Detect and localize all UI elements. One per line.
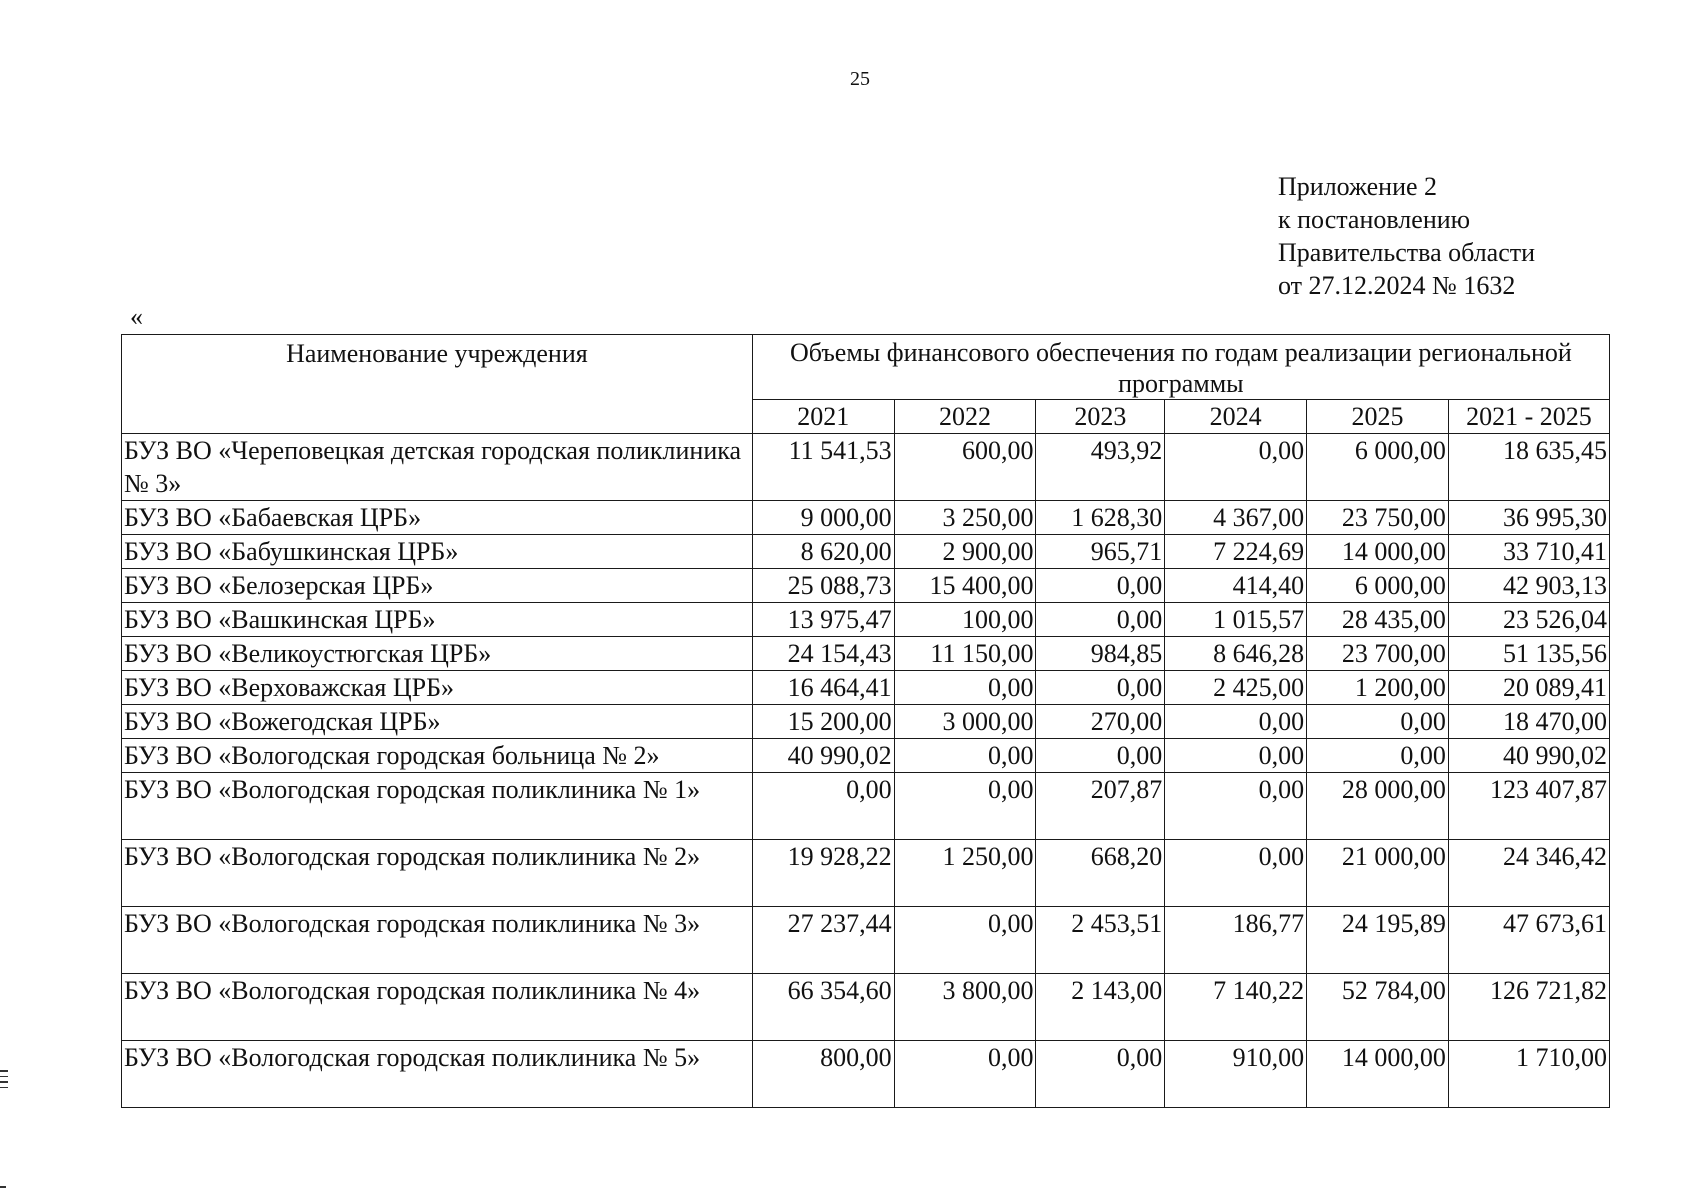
value-2023: 207,87 [1036,773,1165,840]
value-2024: 7 224,69 [1165,535,1307,569]
year-header-2025: 2025 [1307,400,1449,434]
table-row [122,773,1610,840]
value-2021: 9 000,00 [752,501,894,535]
appendix-line-2: к постановлению [1278,205,1471,234]
table-row [122,569,1610,603]
year-header-2022: 2022 [894,400,1036,434]
table-row [122,434,1610,501]
year-header-2021: 2021 [752,400,894,434]
value-2022: 2 900,00 [894,535,1036,569]
table-row [122,637,1610,671]
value-2024: 2 425,00 [1165,671,1307,705]
value-2025: 28 000,00 [1307,773,1449,840]
value-2024: 7 140,22 [1165,974,1307,1041]
value-2021: 24 154,43 [752,637,894,671]
table-row [122,974,1610,1041]
value-2022: 3 250,00 [894,501,1036,535]
value-2025: 52 784,00 [1307,974,1449,1041]
table-row [122,907,1610,974]
value-2022: 11 150,00 [894,637,1036,671]
value-2024: 1 015,57 [1165,603,1307,637]
value-2022: 100,00 [894,603,1036,637]
value-2023: 0,00 [1036,1041,1165,1108]
value-2021: 15 200,00 [752,705,894,739]
institution-name: БУЗ ВО «Белозерская ЦРБ» [122,569,753,603]
table-row [122,705,1610,739]
value-total: 18 470,00 [1448,705,1609,739]
institution-name-header: Наименование учреждения [122,335,753,434]
value-2024: 0,00 [1165,739,1307,773]
value-2022: 0,00 [894,739,1036,773]
scan-margin-marks [0,1070,8,1092]
value-total: 126 721,82 [1448,974,1609,1041]
value-2022: 3 800,00 [894,974,1036,1041]
value-2024: 0,00 [1165,705,1307,739]
value-2021: 800,00 [752,1041,894,1108]
value-total: 1 710,00 [1448,1041,1609,1108]
value-2022: 15 400,00 [894,569,1036,603]
value-2024: 414,40 [1165,569,1307,603]
value-2025: 1 200,00 [1307,671,1449,705]
value-2025: 23 700,00 [1307,637,1449,671]
value-2021: 40 990,02 [752,739,894,773]
value-2023: 0,00 [1036,739,1165,773]
header-row [122,335,1610,400]
value-2025: 23 750,00 [1307,501,1449,535]
value-2025: 21 000,00 [1307,840,1449,907]
value-2024: 0,00 [1165,434,1307,501]
table-row [122,535,1610,569]
value-2021: 16 464,41 [752,671,894,705]
opening-quote: « [130,302,143,331]
value-2024: 0,00 [1165,773,1307,840]
value-2023: 2 143,00 [1036,974,1165,1041]
year-header-2023: 2023 [1036,400,1165,434]
value-2024: 8 646,28 [1165,637,1307,671]
table-row [122,739,1610,773]
table-row [122,501,1610,535]
value-2023: 0,00 [1036,569,1165,603]
scan-margin-dot [0,1186,6,1188]
table-row [122,840,1610,907]
value-2022: 0,00 [894,1041,1036,1108]
institution-name: БУЗ ВО «Вожегодская ЦРБ» [122,705,753,739]
value-total: 47 673,61 [1448,907,1609,974]
value-2022: 3 000,00 [894,705,1036,739]
institution-name: БУЗ ВО «Вологодская городская поликлиника № 4» [122,974,753,1041]
value-2022: 600,00 [894,434,1036,501]
value-2024: 4 367,00 [1165,501,1307,535]
value-2021: 11 541,53 [752,434,894,501]
value-2022: 0,00 [894,773,1036,840]
value-2024: 186,77 [1165,907,1307,974]
table-row [122,671,1610,705]
appendix-line-4: от 27.12.2024 № 1632 [1278,271,1516,300]
institution-name: БУЗ ВО «Бабушкинская ЦРБ» [122,535,753,569]
value-total: 23 526,04 [1448,603,1609,637]
institution-name: БУЗ ВО «Бабаевская ЦРБ» [122,501,753,535]
institution-name: БУЗ ВО «Вологодская городская больница № 2» [122,739,753,773]
value-2023: 270,00 [1036,705,1165,739]
value-2025: 6 000,00 [1307,434,1449,501]
institution-name: БУЗ ВО «Вологодская городская поликлиника № 2» [122,840,753,907]
value-2025: 0,00 [1307,739,1449,773]
value-total: 33 710,41 [1448,535,1609,569]
value-2022: 0,00 [894,907,1036,974]
value-total: 123 407,87 [1448,773,1609,840]
value-2024: 910,00 [1165,1041,1307,1108]
value-2021: 8 620,00 [752,535,894,569]
value-total: 40 990,02 [1448,739,1609,773]
value-2022: 0,00 [894,671,1036,705]
value-total: 20 089,41 [1448,671,1609,705]
value-total: 36 995,30 [1448,501,1609,535]
value-2025: 14 000,00 [1307,535,1449,569]
value-2025: 14 000,00 [1307,1041,1449,1108]
value-2023: 0,00 [1036,671,1165,705]
value-2021: 13 975,47 [752,603,894,637]
institution-name: БУЗ ВО «Вологодская городская поликлиника № 1» [122,773,753,840]
institution-name: БУЗ ВО «Вашкинская ЦРБ» [122,603,753,637]
value-2023: 0,00 [1036,603,1165,637]
value-2025: 28 435,00 [1307,603,1449,637]
institution-name: БУЗ ВО «Вологодская городская поликлиника № 3» [122,907,753,974]
value-total: 51 135,56 [1448,637,1609,671]
institution-name: БУЗ ВО «Верховажская ЦРБ» [122,671,753,705]
year-header-total: 2021 - 2025 [1448,400,1609,434]
value-2021: 66 354,60 [752,974,894,1041]
financing-volume-header: Объемы финансового обеспечения по годам реализации региональной программы [752,335,1609,400]
appendix-line-3: Правительства области [1278,238,1536,267]
value-2025: 24 195,89 [1307,907,1449,974]
page-number: 25 [850,68,870,90]
table-row [122,1041,1610,1108]
value-2023: 668,20 [1036,840,1165,907]
value-2025: 0,00 [1307,705,1449,739]
value-2022: 1 250,00 [894,840,1036,907]
financing-table [121,334,1610,1108]
value-total: 42 903,13 [1448,569,1609,603]
value-2024: 0,00 [1165,840,1307,907]
table-row [122,603,1610,637]
value-2023: 2 453,51 [1036,907,1165,974]
appendix-line-1: Приложение 2 [1278,172,1438,201]
value-2023: 1 628,30 [1036,501,1165,535]
value-2021: 25 088,73 [752,569,894,603]
value-total: 24 346,42 [1448,840,1609,907]
value-2021: 19 928,22 [752,840,894,907]
value-2025: 6 000,00 [1307,569,1449,603]
institution-name: БУЗ ВО «Череповецкая детская городская поликлиника № 3» [122,434,753,501]
value-2023: 984,85 [1036,637,1165,671]
institution-name: БУЗ ВО «Вологодская городская поликлиника № 5» [122,1041,753,1108]
value-2021: 0,00 [752,773,894,840]
value-2021: 27 237,44 [752,907,894,974]
value-total: 18 635,45 [1448,434,1609,501]
year-header-2024: 2024 [1165,400,1307,434]
institution-name: БУЗ ВО «Великоустюгская ЦРБ» [122,637,753,671]
value-2023: 965,71 [1036,535,1165,569]
value-2023: 493,92 [1036,434,1165,501]
appendix-block [1278,170,1535,302]
